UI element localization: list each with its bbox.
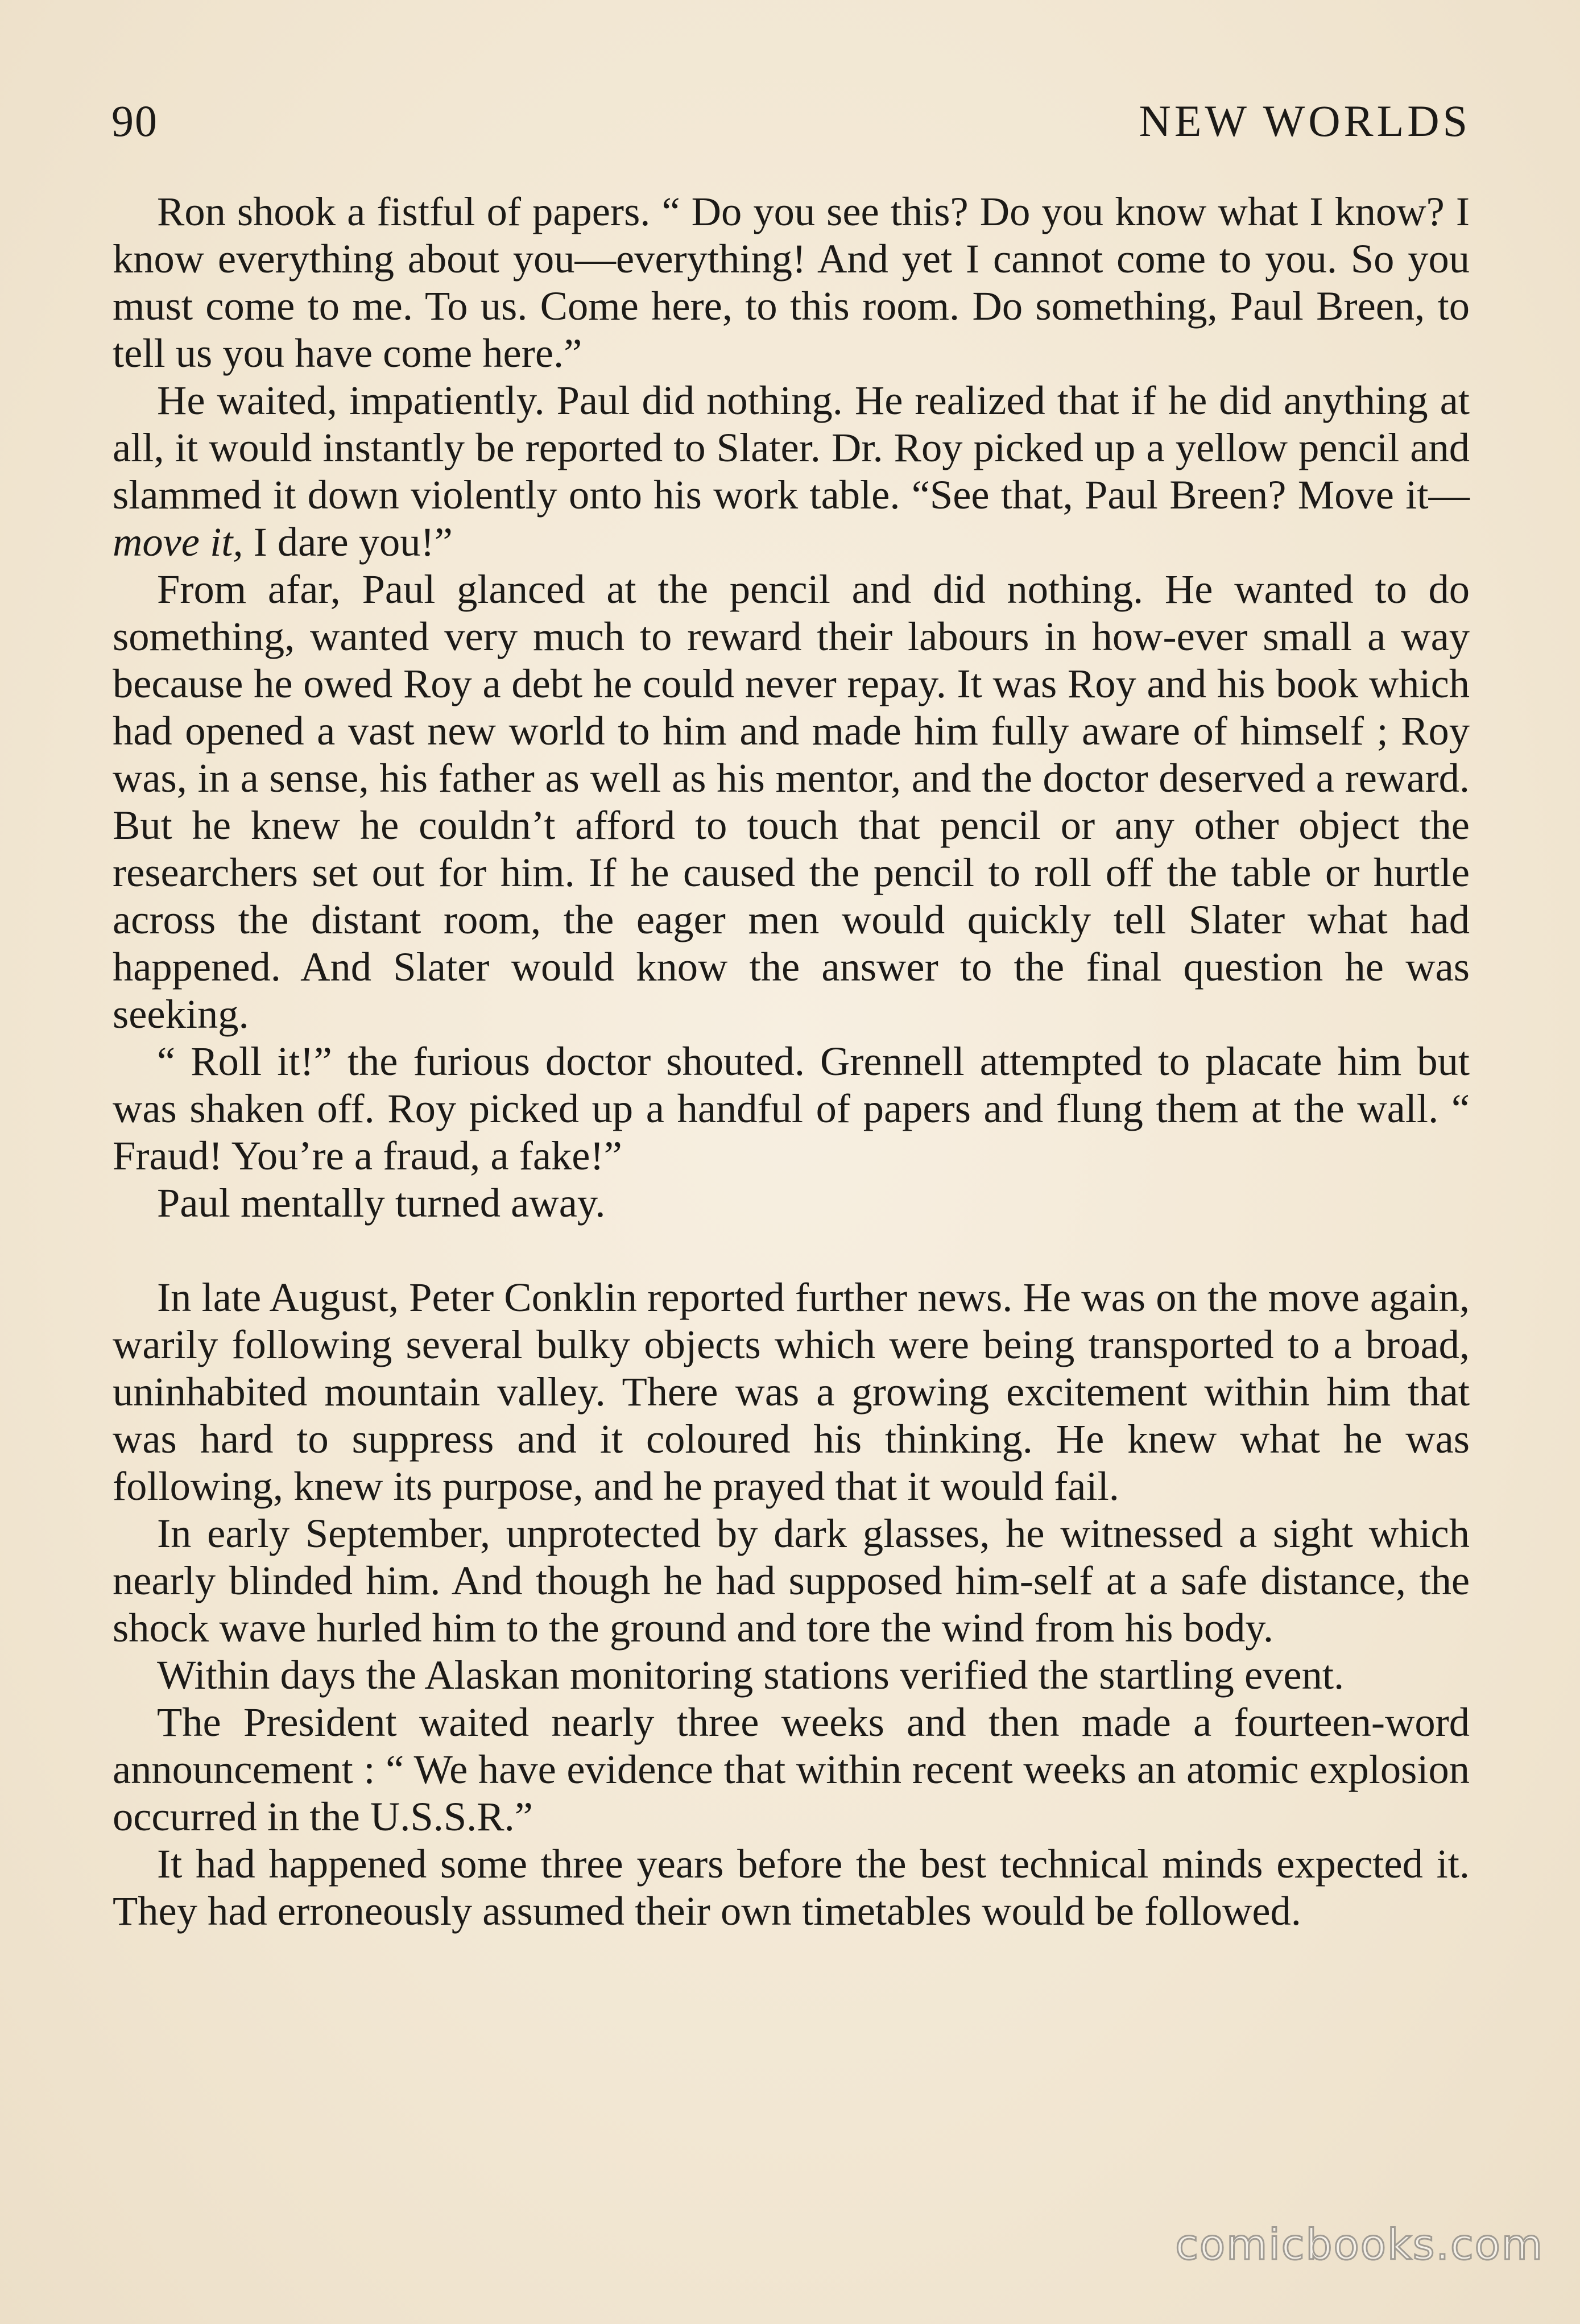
- paragraph: It had happened some three years before the best technical minds expected it. They had erroneously assumed their own timetables would be followed.: [113, 1841, 1470, 1934]
- paragraph: The President waited nearly three weeks and then made a fourteen-word announcement : “ We have evidence that within recent weeks an atomic explosion occurred in the U.S.S.R.”: [113, 1699, 1470, 1839]
- paragraph: “ Roll it!” the furious doctor shouted. Grennell attempted to placate him but was shaken off. Roy picked up a handful of papers and flung them at the wall. “ Fraud! You’re a fraud, a fake!”: [113, 1038, 1470, 1178]
- paragraph: In early September, unprotected by dark glasses, he witnessed a sight which nearly blinded him. And though he had supposed him-self at a safe distance, the shock wave hurled him to the ground and tore the wind from his body.: [113, 1510, 1470, 1651]
- paragraph: Paul mentally turned away.: [157, 1180, 606, 1226]
- paragraph-text: He waited, impatiently. Paul did nothing. He realized that if he did anything at all, it would instantly be reported to Slater. Dr. Roy picked up a yellow pencil and slammed it down violently onto his work table. “See that, Paul Breen? Move it—: [113, 377, 1470, 518]
- running-head: NEW WORLDS: [1139, 96, 1471, 146]
- paragraph-text: I dare you!”: [243, 519, 453, 565]
- emphasis-text: move it,: [113, 519, 243, 565]
- paragraph: Ron shook a fistful of papers. “ Do you see this? Do you know what I know? I know everything about you—everything! And yet I cannot come to you. So you must come to me. To us. Come here, to this room. Do something, Paul Breen, to tell us you have come here.”: [113, 188, 1470, 376]
- body-text: [113, 188, 1470, 1934]
- paragraph: From afar, Paul glanced at the pencil and did nothing. He wanted to do something, wanted very much to reward their labours in how-ever small a way because he owed Roy a debt he could never repay. It was Roy and his book which had opened a vast new world to him and made him fully aware of himself ; Roy was, in a sense, his father as well as his mentor, and the doctor deserved a reward. But he knew he couldn’t afford to touch that pencil or any other object the researchers set out for him. If he caused the pencil to roll off the table or hurtle across the distant room, the eager men would quickly tell Slater what had happened. And Slater would know the answer to the final question he was seeking.: [113, 566, 1470, 1037]
- paragraph: Within days the Alaskan monitoring stations verified the startling event.: [157, 1652, 1345, 1698]
- watermark-logo: comicbooks.com: [1175, 2220, 1544, 2269]
- paragraph: In late August, Peter Conklin reported further news. He was on the move again, warily following several bulky objects which were being transported to a broad, uninhabited mountain valley. There was a growing excitement within him that was hard to suppress and it coloured his thinking. He knew what he was following, knew its purpose, and he prayed that it would fail.: [113, 1274, 1470, 1509]
- paragraph: [113, 377, 1470, 565]
- page-number: 90: [111, 96, 158, 146]
